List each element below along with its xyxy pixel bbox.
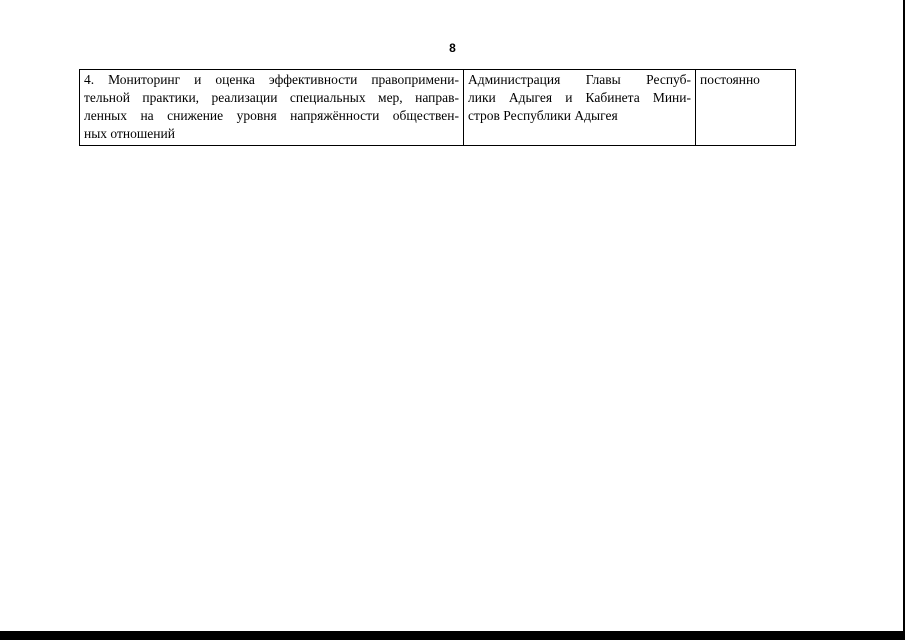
measure-text-line: ленных на снижение уровня напряжённости обществен- bbox=[84, 108, 459, 123]
measure-text-line: тельной практики, реализации специальных мер, направ- bbox=[84, 90, 459, 105]
measure-text-line: ных отношений bbox=[84, 126, 175, 141]
executor-cell bbox=[464, 70, 696, 146]
measures-table bbox=[79, 69, 796, 146]
measure-text-line: 4. Мониторинг и оценка эффективности правопримени- bbox=[84, 72, 459, 87]
measure-cell bbox=[80, 70, 464, 146]
page-number: 8 bbox=[449, 41, 456, 55]
term-text: постоянно bbox=[700, 72, 760, 87]
executor-text-line: Администрация Главы Респуб- bbox=[468, 72, 691, 87]
executor-text-line: лики Адыгея и Кабинета Мини- bbox=[468, 90, 691, 105]
term-cell bbox=[696, 70, 796, 146]
executor-text-line: стров Республики Адыгея bbox=[468, 108, 618, 123]
table-row bbox=[80, 70, 796, 146]
scan-edge-bottom bbox=[0, 631, 905, 640]
